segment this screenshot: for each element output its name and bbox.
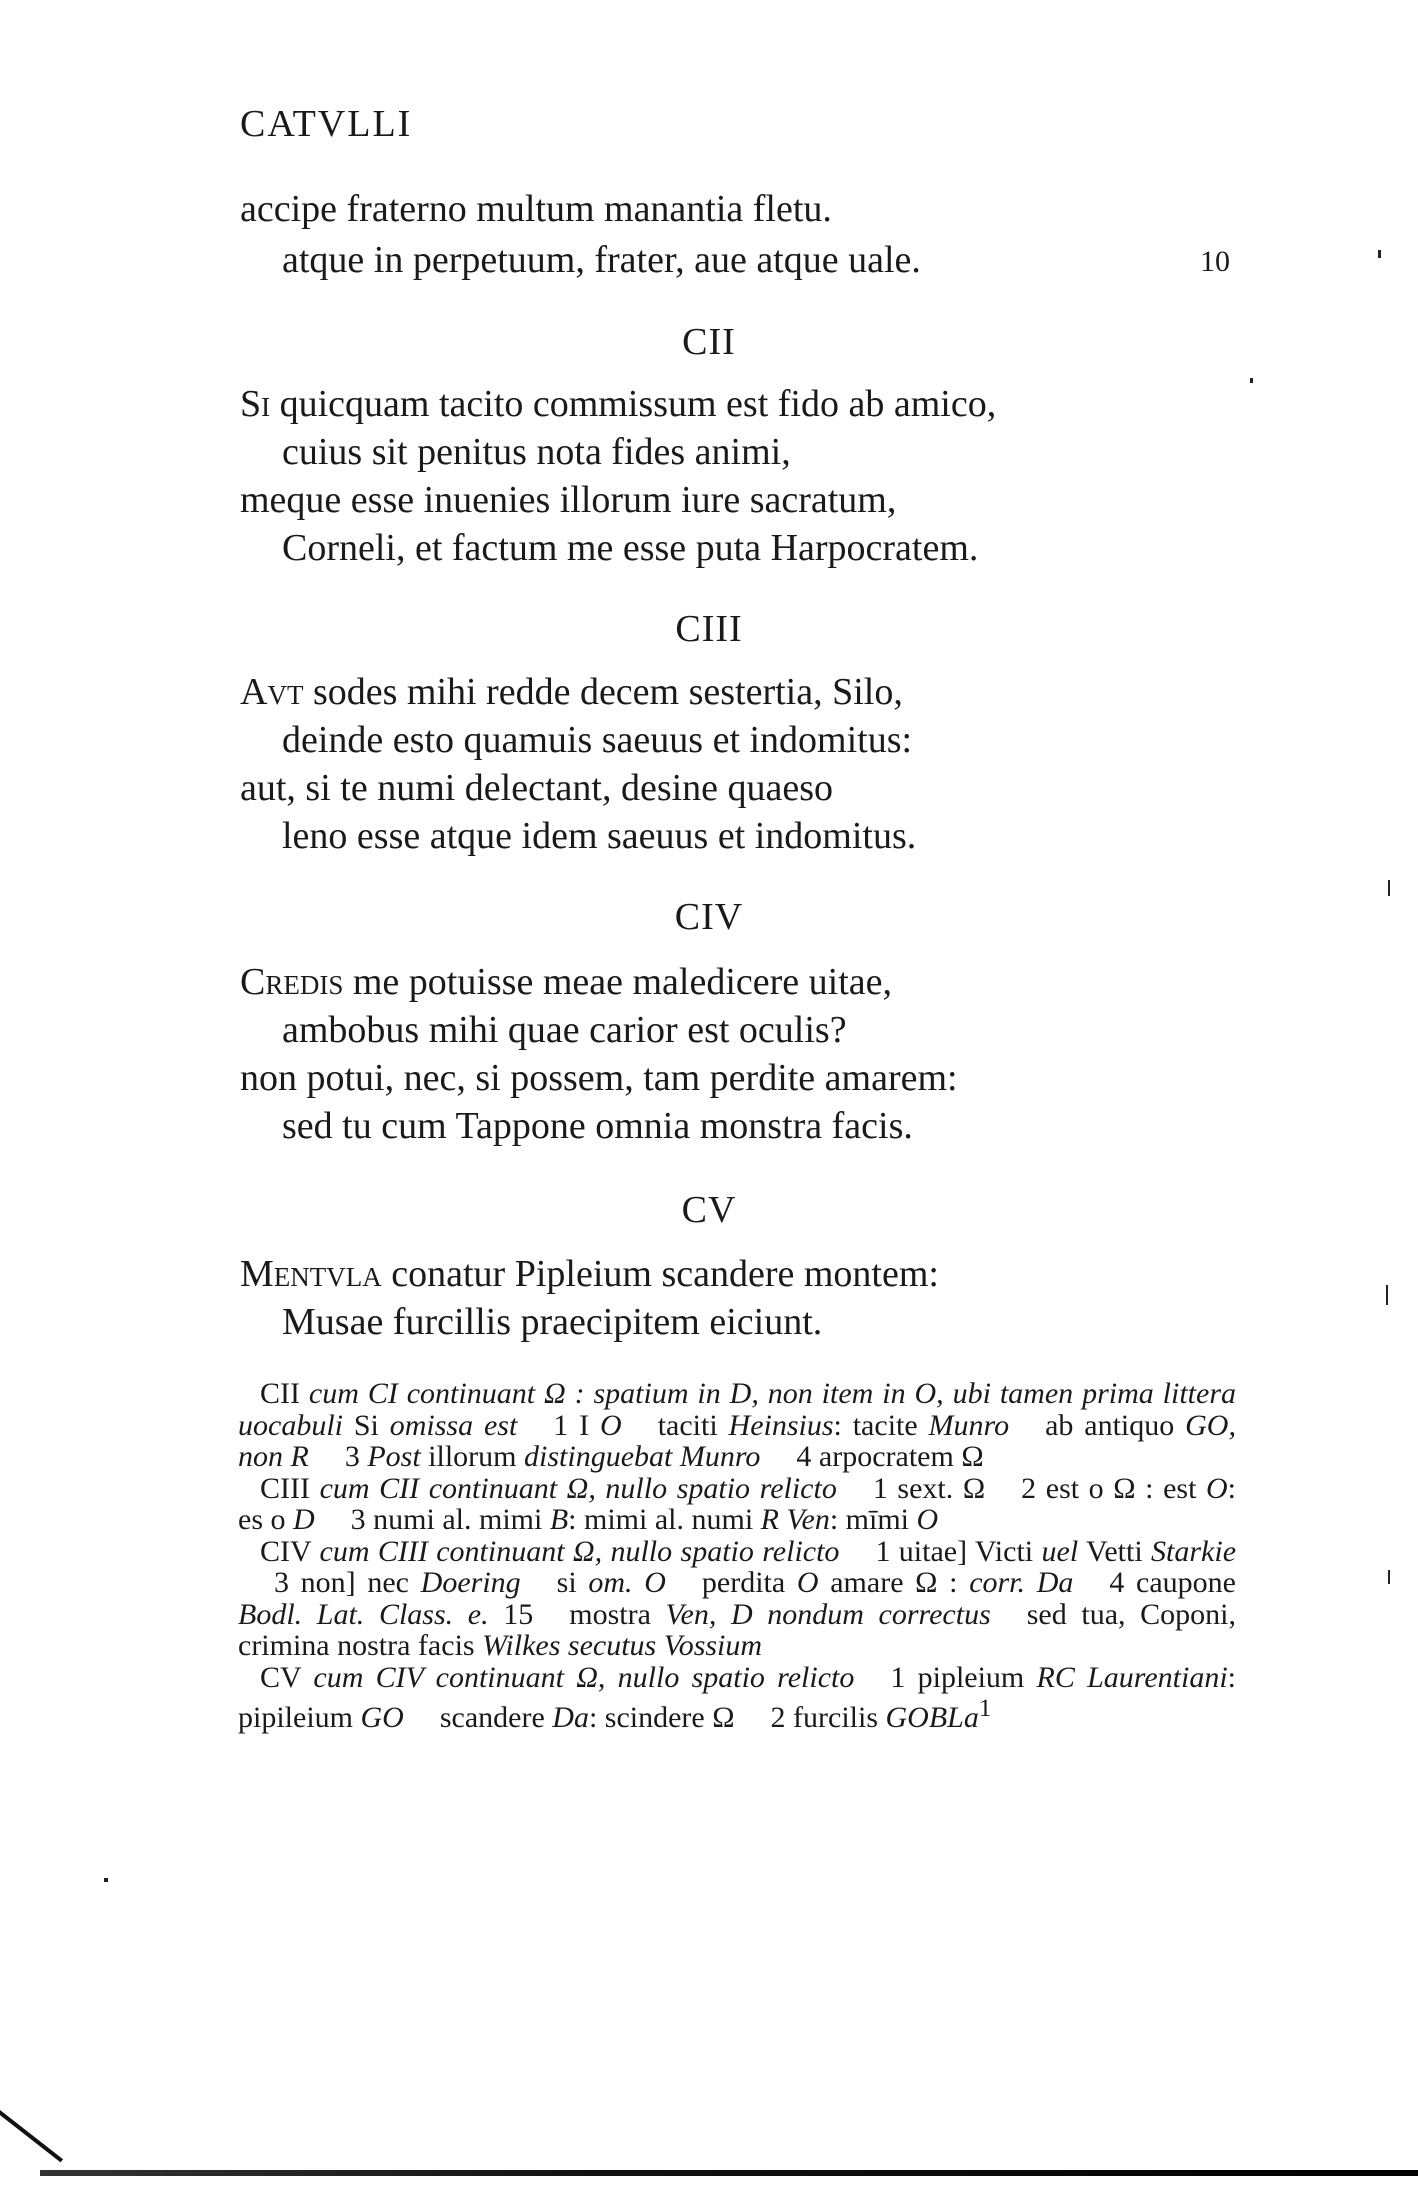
note-text: Doering	[420, 1566, 521, 1599]
apparatus-note-cii	[238, 1378, 1236, 1473]
note-text: 2 est o Ω : est	[1021, 1471, 1206, 1505]
line-text: conatur Pipleium scandere montem:	[381, 1253, 939, 1295]
note-text: taciti	[657, 1408, 729, 1442]
note-text: cum CI continuant Ω : spatium in D, non item in O, ubi tamen prima littera uocabuli	[238, 1377, 1236, 1442]
note-text: 3	[344, 1440, 368, 1473]
poem-civ-line-1	[240, 958, 892, 1006]
poem-heading-cv: CV	[681, 1189, 737, 1231]
note-text: Vetti	[1078, 1534, 1152, 1568]
initial-word: Credis	[240, 961, 344, 1003]
poem-ci-line-10: atque in perpetuum, frater, aue atque uale.	[282, 239, 921, 281]
poem-cii-line-3: meque esse inuenies illorum iure sacratum,	[240, 479, 897, 521]
note-text: scandere	[439, 1701, 553, 1734]
apparatus-note-cv	[238, 1662, 1236, 1734]
note-text: Starkie	[1151, 1534, 1237, 1568]
note-text: si	[556, 1566, 589, 1599]
note-text: R Ven	[760, 1503, 830, 1536]
note-text: Heinsius	[728, 1408, 834, 1442]
note-text: GO, non R	[238, 1408, 1236, 1473]
note-text: D	[293, 1503, 315, 1536]
poem-ciii-line-1	[240, 668, 903, 716]
poem-cii-line-1	[240, 380, 996, 428]
note-text: O	[796, 1566, 819, 1599]
note-text: 4 arpocratem Ω	[796, 1440, 984, 1473]
note-superscript: 1	[978, 1695, 992, 1722]
note-text: RC Laurentiani	[1036, 1660, 1228, 1694]
poem-cii-line-4: Corneli, et factum me esse puta Harpocratem.	[282, 527, 979, 569]
apparatus-note-ciii	[238, 1473, 1236, 1536]
note-text: 2 furcilis	[770, 1701, 886, 1734]
note-text: : pipileium	[238, 1660, 1237, 1734]
note-text: corr. Da	[969, 1566, 1074, 1599]
note-text: 1 I	[553, 1408, 601, 1442]
running-head: CATVLLI	[240, 103, 413, 145]
note-text: distinguebat Munro	[524, 1440, 761, 1473]
note-text: cum CII continuant Ω, nullo spatio relicto	[319, 1471, 837, 1505]
poem-heading-civ: CIV	[674, 896, 744, 938]
line-text: me potuisse meae maledicere uitae,	[343, 961, 893, 1003]
note-text: 15	[488, 1597, 534, 1631]
note-text: Ven, D nondum correctus	[665, 1597, 991, 1631]
note-text: O	[916, 1503, 939, 1536]
note-text: : es o	[238, 1471, 1237, 1536]
note-text: cum CIV continuant Ω, nullo spatio relicto	[313, 1660, 855, 1694]
note-text: GO	[360, 1701, 404, 1734]
note-text: omissa est	[389, 1408, 518, 1442]
poem-heading-ciii: CIII	[675, 608, 743, 650]
poem-ciii-line-2: deinde esto quamuis saeuus et indomitus:	[282, 719, 913, 761]
note-text: perdita	[701, 1566, 797, 1599]
initial-word: Si	[240, 383, 271, 425]
note-text: : mīmi	[829, 1503, 917, 1536]
note-text: sed tua, Coponi, crimina nostra facis	[238, 1597, 1236, 1662]
initial-word: Avt	[240, 671, 304, 713]
critical-apparatus	[238, 1378, 1236, 1734]
apparatus-note-civ	[238, 1536, 1236, 1662]
note-text: O	[600, 1408, 622, 1442]
line-text: quicquam tacito commissum est fido ab amico,	[270, 383, 997, 425]
note-label: CV	[260, 1660, 314, 1694]
note-text: 3 numi al. mimi	[350, 1503, 550, 1536]
note-text: 1 sext. Ω	[872, 1471, 986, 1505]
note-text: GOBLa	[885, 1701, 979, 1734]
note-text: : scindere Ω	[588, 1701, 735, 1734]
scan-speck	[1378, 250, 1381, 258]
note-text: Si	[343, 1408, 390, 1442]
note-label: CIII	[260, 1471, 320, 1505]
note-text: Post	[367, 1440, 421, 1473]
note-text: B	[549, 1503, 569, 1536]
poem-ciii-line-4: leno esse atque idem saeuus et indomitus.	[282, 815, 917, 857]
line-number: 10	[1200, 245, 1230, 278]
note-text: : tacite	[833, 1408, 929, 1442]
note-text: : mimi al. numi	[568, 1503, 761, 1536]
corner-stroke	[0, 2110, 63, 2162]
note-label: CII	[260, 1377, 309, 1410]
note-text: O	[1206, 1471, 1228, 1505]
poem-cv-line-2: Musae furcillis praecipitem eiciunt.	[282, 1301, 823, 1343]
poem-civ-line-2: ambobus mihi quae carior est oculis?	[282, 1009, 847, 1051]
note-text: amare Ω :	[830, 1566, 970, 1599]
note-text: illorum	[420, 1440, 525, 1473]
note-text: 4 caupone	[1109, 1566, 1237, 1599]
initial-word: Mentvla	[240, 1253, 382, 1295]
note-text: Da	[552, 1701, 589, 1734]
poem-ciii-line-3: aut, si te numi delectant, desine quaeso	[240, 767, 834, 809]
poem-heading-cii: CII	[682, 321, 736, 363]
scan-speck	[1388, 1570, 1390, 1584]
scan-speck	[1250, 378, 1253, 383]
note-label: CIV	[260, 1534, 320, 1568]
scan-speck	[104, 1878, 108, 1882]
note-text: Wilkes secutus Vossium	[482, 1629, 763, 1662]
scan-speck	[1388, 880, 1390, 896]
poem-ci-line-9: accipe fraterno multum manantia fletu.	[240, 188, 832, 230]
note-text: 3 non] nec	[274, 1566, 421, 1599]
note-text: Munro	[928, 1408, 1010, 1442]
note-text: 1 pipleium	[890, 1660, 1037, 1694]
line-text: sodes mihi redde decem sestertia, Silo,	[303, 671, 903, 713]
note-text: mostra	[569, 1597, 666, 1631]
page-edge-shadow	[40, 2170, 1418, 2176]
scan-speck	[1386, 1285, 1388, 1305]
note-text: om. O	[588, 1566, 666, 1599]
poem-civ-line-3: non potui, nec, si possem, tam perdite amarem:	[240, 1057, 958, 1099]
poem-civ-line-4: sed tu cum Tappone omnia monstra facis.	[282, 1105, 913, 1147]
poem-cv-line-1	[240, 1250, 939, 1298]
note-text: Bodl. Lat. Class. e.	[238, 1597, 489, 1631]
note-text: 1 uitae] Victi	[875, 1534, 1042, 1568]
note-text: ab antiquo	[1045, 1408, 1186, 1442]
poem-cii-line-2: cuius sit penitus nota fides animi,	[282, 431, 791, 473]
note-text: cum CIII continuant Ω, nullo spatio relicto	[319, 1534, 840, 1568]
note-text: uel	[1041, 1534, 1079, 1568]
